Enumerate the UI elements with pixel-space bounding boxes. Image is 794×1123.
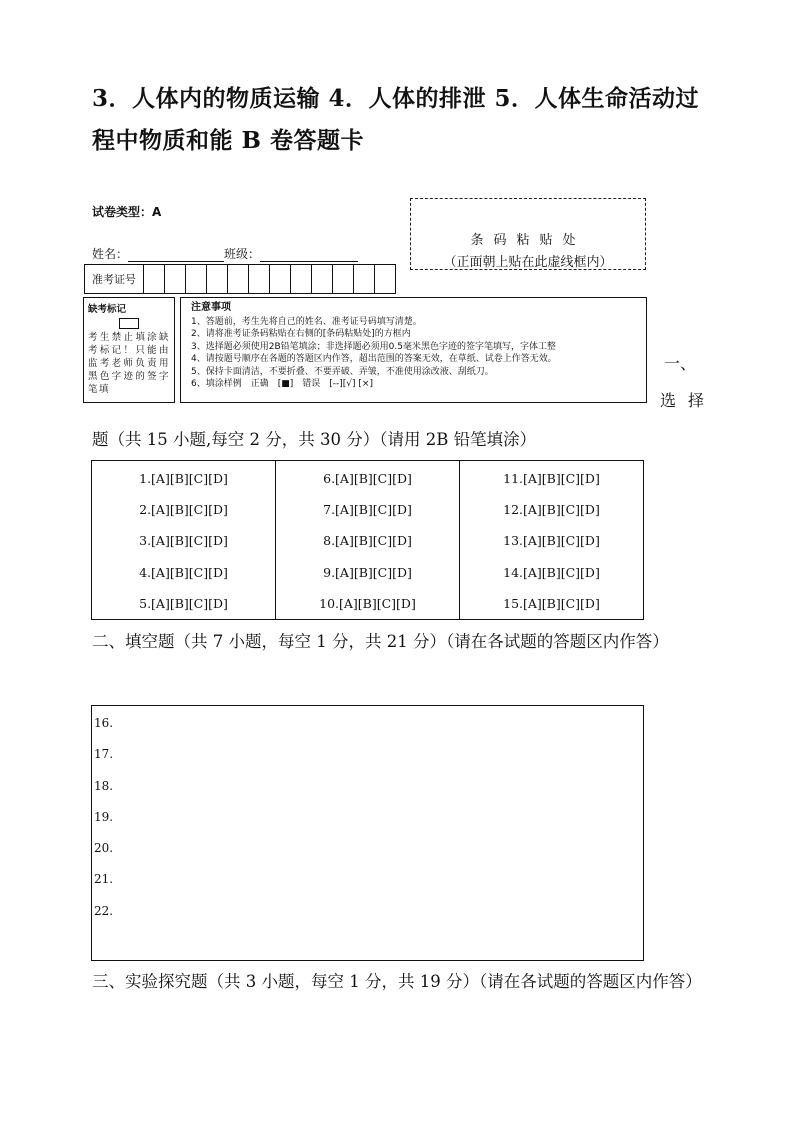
class-label: 班级： xyxy=(224,247,261,261)
fill-question: 20. xyxy=(94,841,114,856)
exam-id-cell[interactable] xyxy=(249,265,270,294)
choice-item[interactable]: 8.[A][B][C][D] xyxy=(323,533,412,549)
name-field[interactable] xyxy=(128,247,224,262)
fill-question: 19. xyxy=(94,809,114,824)
choice-item[interactable]: 10.[A][B][C][D] xyxy=(319,595,416,611)
absent-mark-heading: 缺考标记 xyxy=(88,304,127,315)
notes-item: 4、请按题号顺序在各题的答题区内作答，超出范围的答案无效，在草纸、试卷上作答无效。 xyxy=(191,354,557,364)
section1-lead: 选择 xyxy=(660,391,717,410)
fill-answer-area[interactable] xyxy=(91,705,644,961)
absent-mark-checkbox[interactable] xyxy=(119,318,139,329)
choice-item[interactable]: 2.[A][B][C][D] xyxy=(139,502,228,518)
exam-id-cell[interactable] xyxy=(144,265,165,294)
exam-id-cell[interactable] xyxy=(375,265,396,294)
choice-item[interactable]: 11.[A][B][C][D] xyxy=(503,471,600,486)
section1-marker: 一、 xyxy=(664,354,697,373)
section1-heading: 题（共 15 小题,每空 2 分，共 30 分）（请用 2B 铅笔填涂） xyxy=(92,430,537,449)
choice-item[interactable]: 4.[A][B][C][D] xyxy=(139,564,228,580)
exam-id-cell[interactable] xyxy=(228,265,249,294)
fill-question: 18. xyxy=(94,778,114,793)
choice-item[interactable]: 3.[A][B][C][D] xyxy=(139,533,228,549)
exam-id-cell[interactable] xyxy=(312,265,333,294)
notes-item: 1、答题前，考生先将自己的姓名、准考证号码填写清楚。 xyxy=(191,316,422,327)
notes-item: 2、请将准考证条码粘贴在右侧的[条码粘贴处]的方框内 xyxy=(191,329,411,339)
notes-item: 5、保持卡面清洁，不要折叠、不要弄破、弄皱，不准使用涂改液、刮纸刀。 xyxy=(191,366,494,377)
choice-grid xyxy=(91,460,644,620)
notes-box xyxy=(180,297,647,403)
exam-id-label: 准考证号 xyxy=(85,265,144,294)
section3-heading: 三、实验探究题（共 3 小题，每空 1 分，共 19 分）（请在各试题的答题区内作答） xyxy=(92,972,702,991)
name-class-row xyxy=(92,245,358,262)
exam-id-cell[interactable] xyxy=(270,265,291,294)
choice-item[interactable]: 14.[A][B][C][D] xyxy=(503,564,600,580)
choice-column xyxy=(92,461,275,619)
exam-id-grid xyxy=(84,264,396,294)
barcode-hint: （正面朝上贴在此虚线框内） xyxy=(443,255,613,270)
choice-item[interactable]: 15.[A][B][C][D] xyxy=(503,595,600,611)
class-field[interactable] xyxy=(260,247,358,262)
barcode-title: 条码粘贴处 xyxy=(470,233,586,248)
paper-type: 试卷类型：A xyxy=(92,205,162,219)
exam-id-cell[interactable] xyxy=(354,265,375,294)
fill-question: 17. xyxy=(94,747,114,762)
choice-item[interactable]: 6.[A][B][C][D] xyxy=(323,471,412,486)
exam-id-cell[interactable] xyxy=(165,265,186,294)
exam-id-cell[interactable] xyxy=(333,265,354,294)
absent-mark-box xyxy=(83,297,175,403)
choice-item[interactable]: 1.[A][B][C][D] xyxy=(139,471,228,486)
notes-heading: 注意事项 xyxy=(191,302,231,313)
name-label: 姓名： xyxy=(92,247,129,261)
choice-item[interactable]: 13.[A][B][C][D] xyxy=(503,533,600,549)
choice-item[interactable]: 12.[A][B][C][D] xyxy=(503,502,600,518)
notes-item: 3、选择题必须使用2B铅笔填涂；非选择题必须用0.5毫米黑色字迹的签字笔填写，字体工整 xyxy=(191,341,556,352)
exam-id-cell[interactable] xyxy=(291,265,312,294)
barcode-area xyxy=(410,198,646,270)
choice-item[interactable]: 7.[A][B][C][D] xyxy=(323,502,412,518)
choice-column xyxy=(459,461,643,619)
choice-column xyxy=(275,461,459,619)
page-title: 3．人体内的物质运输 4．人体的排泄 5．人体生命活动过程中物质和能 B 卷答题卡 xyxy=(92,85,700,154)
absent-mark-text: 考生禁止填涂缺考标记！只能由监考老师负责用黑色字迹的签字笔填 xyxy=(88,332,170,395)
choice-item[interactable]: 5.[A][B][C][D] xyxy=(139,595,228,611)
fill-question: 16. xyxy=(94,716,114,730)
exam-id-cell[interactable] xyxy=(186,265,207,294)
notes-item: 6、填涂样例 正确 [■] 错误 [--][√] [×] xyxy=(191,379,373,389)
fill-question: 21. xyxy=(94,872,114,887)
fill-question: 22. xyxy=(94,903,114,918)
choice-item[interactable]: 9.[A][B][C][D] xyxy=(323,564,412,580)
exam-id-cell[interactable] xyxy=(207,265,228,294)
section2-heading: 二、填空题（共 7 小题，每空 1 分，共 21 分）（请在各试题的答题区内作答） xyxy=(92,632,669,651)
